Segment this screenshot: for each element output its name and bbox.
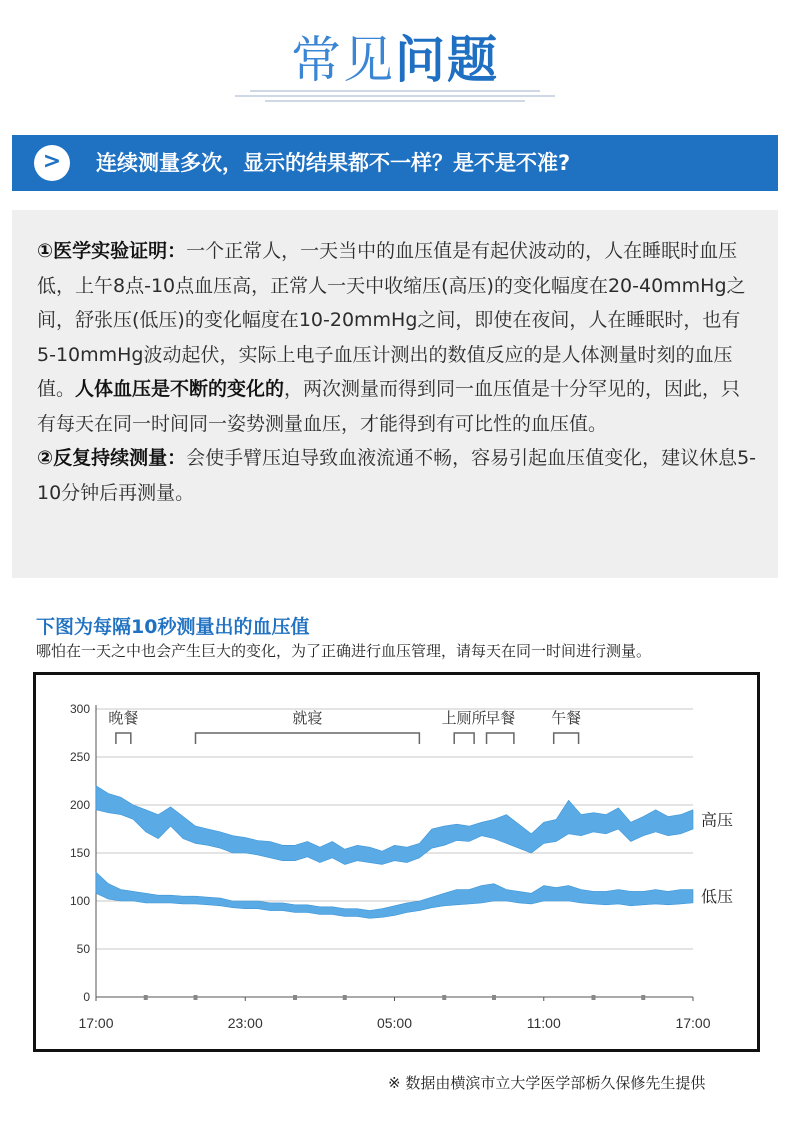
event-label: 就寝 <box>292 710 323 727</box>
series-label: 高压 <box>701 812 734 830</box>
x-minor-tick <box>343 995 347 1000</box>
x-minor-tick <box>641 995 645 1000</box>
event-bracket <box>116 733 131 744</box>
x-minor-tick <box>293 995 297 1000</box>
x-minor-tick <box>442 995 446 1000</box>
event-bracket <box>487 733 514 744</box>
diastolic-band <box>96 872 693 918</box>
chart-heading: 下图为每隔10秒测量出的血压值 <box>36 616 310 638</box>
y-tick-label: 100 <box>69 894 90 908</box>
event-label: 上厕所 <box>441 710 487 727</box>
chart-svg <box>36 675 757 1049</box>
y-tick-label: 50 <box>76 942 90 956</box>
x-minor-tick <box>492 995 496 1000</box>
x-minor-tick <box>194 995 198 1000</box>
answer-p1-tail: ，两次测量而得到同一血压值是十分罕见的，因此，只有每天在同一时间同一姿势测量血压，才能得到有可比性的血压值。 <box>37 378 741 435</box>
x-minor-tick <box>592 995 596 1000</box>
footnote: ※ 数据由横滨市立大学医学部栃久保修先生提供 <box>388 1074 706 1092</box>
answer-p1-label: ①医学实验证明： <box>37 240 187 262</box>
title-decoration-lines <box>235 88 555 104</box>
event-label: 晚餐 <box>108 710 139 727</box>
page-title-bold: 问题 <box>395 31 499 89</box>
answer-p1-bold: 人体血压是不断的变化的 <box>75 378 285 400</box>
event-label: 午餐 <box>551 710 582 727</box>
series-label: 低压 <box>701 889 734 907</box>
blood-pressure-chart <box>33 672 760 1052</box>
y-tick-label: 200 <box>69 798 90 812</box>
answer-p2-label: ②反复持续测量： <box>37 447 187 469</box>
page-title <box>0 32 790 88</box>
event-bracket <box>554 733 579 744</box>
event-bracket <box>454 733 474 744</box>
x-tick-label: 11:00 <box>526 1015 561 1031</box>
chevron-right-icon: > <box>34 145 70 181</box>
x-tick-label: 17:00 <box>675 1015 711 1031</box>
page-title-light: 常见 <box>291 31 395 89</box>
x-minor-tick <box>144 995 148 1000</box>
y-tick-label: 150 <box>69 846 90 860</box>
y-tick-label: 250 <box>69 750 90 764</box>
answer-p1-text: 一个正常人，一天当中的血压值是有起伏波动的，人在睡眠时血压低，上午8点-10点血压高，正常人一天中收缩压(高压)的变化幅度在20-40mmHg之间，舒张压(低压)的变化幅度在10-20mmHg之间，即使在夜间，人在睡眠时，也有5-10mmHg波动起伏，实际上电子血压计测出的数值反应的是人体测量时刻的血压值。 <box>37 240 746 400</box>
x-tick-label: 05:00 <box>376 1015 413 1031</box>
x-tick-label: 23:00 <box>227 1015 263 1031</box>
x-tick-label: 17:00 <box>78 1015 114 1031</box>
chart-subheading: 哪怕在一天之中也会产生巨大的变化，为了正确进行血压管理，请每天在同一时间进行测量。 <box>36 642 652 660</box>
answer-panel <box>12 210 778 578</box>
question-text: 连续测量多次，显示的结果都不一样？是不是不准? <box>96 151 571 175</box>
y-tick-label: 0 <box>83 990 90 1004</box>
answer-p2-text: 会使手臂压迫导致血液流通不畅，容易引起血压值变化，建议休息5-10分钟后再测量。 <box>37 447 757 504</box>
y-tick-label: 300 <box>69 702 90 716</box>
event-label: 早餐 <box>485 710 516 727</box>
question-banner <box>12 135 778 191</box>
answer-text <box>37 234 757 510</box>
event-bracket <box>196 733 420 744</box>
